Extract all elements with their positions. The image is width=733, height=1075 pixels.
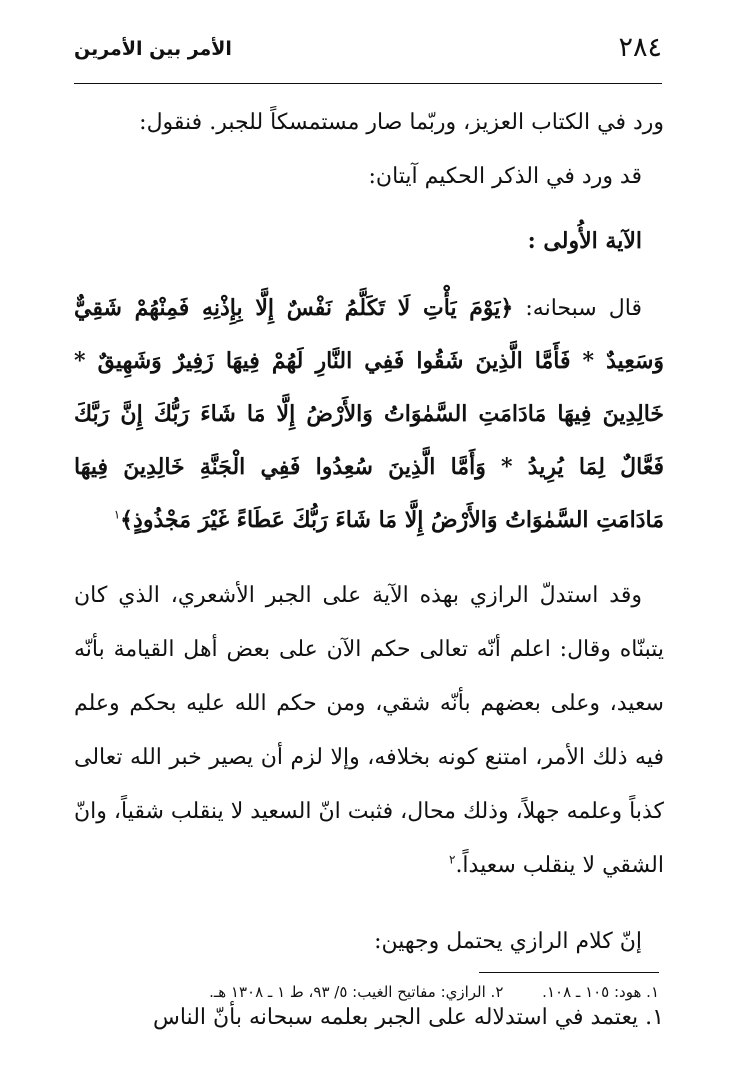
header-rule — [74, 83, 662, 84]
razi-argument-text: وقد استدلّ الرازي بهذه الآية على الجبر الأشعري، الذي كان يتبنّاه وقال: اعلم أنّه تعالى حكم الآن على بعض أهل القيامة بأنّه سعيد، وعلى بعضهم بأنّه شقي، ومن حكم الله عليه بحكم وعلم فيه ذلك الأمر، امتنع كونه بخلافه، وإلا لزم أن يصير خبر الله تعالى كذباً وعلمه جهلاً، وذلك محال، فثبت انّ السعيد لا ينقلب شقياً، وانّ الشقي لا ينقلب سعيداً. — [74, 583, 664, 878]
footnote-1: ١. هود: ١٠٥ ـ ١٠٨. — [542, 983, 659, 1001]
paragraph-continued: ورد في الكتاب العزيز، وربّما صار مستمسكاً للجبر. فنقول: — [139, 110, 664, 135]
paragraph-point-one: ١. يعتمد في استدلاله على الجبر بعلمه سبحانه بأنّ الناس — [153, 1005, 664, 1030]
paragraph-two-aspects: إنّ كلام الرازي يحتمل وجهين: — [374, 929, 642, 954]
paragraph-two-verses: قد ورد في الذكر الحكيم آيتان: — [368, 164, 642, 189]
quran-intro: قال سبحانه: — [513, 296, 642, 321]
section-heading: الآية الأُولى : — [527, 228, 642, 254]
footnotes — [69, 983, 659, 1001]
footnote-marker-2: ٢ — [448, 852, 456, 867]
quran-quote-paragraph — [74, 282, 664, 547]
footnote-marker-1: ١ — [113, 507, 121, 522]
page-header — [74, 28, 662, 74]
body-text — [74, 96, 664, 1045]
quran-verse-text: ﴿يَوْمَ يَأْتِ لَا تَكَلَّمُ نَفْسٌ إِلَّا بِإِذْنِهِ فَمِنْهُمْ شَقِيٌّ وَسَعِيدٌ * فَأَمَّا الَّذِينَ شَقُوا فَفِي النَّارِ لَهُمْ فِيهَا زَفِيرٌ وَشَهِيقٌ * خَالِدِينَ فِيهَا مَادَامَتِ السَّمٰوَاتُ وَالأَرْضُ إِلَّا مَا شَاءَ رَبُّكَ إِنَّ رَبَّكَ فَعَّالٌ لِمَا يُرِيدُ * وَأَمَّا الَّذِينَ سُعِدُوا فَفِي الْجَنَّةِ خَالِدِينَ فِيهَا مَادَامَتِ السَّمٰوَاتُ وَالأَرْضُ إِلَّا مَا شَاءَ رَبُّكَ عَطَاءً غَيْرَ مَجْذُوذٍ﴾ — [74, 295, 664, 533]
paragraph-razi-argument — [74, 569, 664, 893]
page-number: ٢٨٤ — [618, 32, 662, 63]
footnote-2: ٢. الرازي: مفاتيح الغيب: ٥/ ٩٣، ط ١ ـ ١٣٠٨ هـ. — [209, 983, 504, 1001]
footnote-rule — [479, 972, 659, 973]
running-title: الأمر بين الأمرين — [74, 38, 232, 60]
